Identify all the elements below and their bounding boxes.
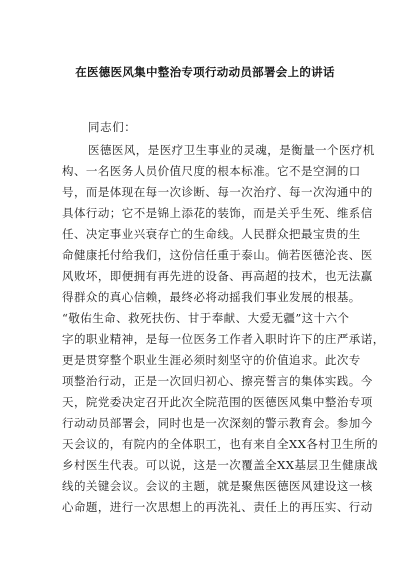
text-line: 项整治行动，正是一次回归初心、擦亮誓言的集体实践。今 [62, 374, 373, 388]
salutation: 同志们： [88, 120, 137, 134]
text-line: 字的职业精神，是每一位医务工作者入职时许下的庄严承诺， [62, 332, 385, 346]
text-line: 得群众的真心信赖，最终必将动摇我们事业发展的根基。 [62, 290, 361, 304]
text-line: 构、一名医务人员价值尺度的根本标准。它不是空洞的口 [62, 164, 361, 178]
text-line: 医德医风，是医疗卫生事业的灵魂，是衡量一个医疗机 [88, 143, 375, 157]
text-line: 天，院党委决定召开此次全院范围的医德医风集中整治专项 [62, 395, 373, 409]
text-line: 具体行动；它不是锦上添花的装饰，而是关乎生死、维系信 [62, 206, 373, 220]
text-line: 行动动员部署会，同时也是一次深刻的警示教育会。参加今 [62, 416, 373, 430]
text-line: 任、决定事业兴衰存亡的生命线。人民群众把最宝贵的生 [62, 227, 361, 241]
text-line: “敬佑生命、救死扶伤、甘于奉献、大爱无疆”这十六个 [62, 311, 350, 325]
text-line: 心命题，进行一次思想上的再洗礼、责任上的再压实、行动 [62, 500, 373, 514]
text-line: 天会议的，有院内的全体职工，也有来自全XX各村卫生所的 [62, 437, 379, 451]
text-line: 线的关键会议。会议的主题，就是聚焦医德医风建设这一核 [62, 479, 373, 493]
text-line: 风败坏，即便拥有再先进的设备、再高超的技术，也无法赢 [62, 269, 373, 283]
document-title: 在医德医风集中整治专项行动动员部署会上的讲话 [75, 65, 335, 79]
text-line: 乡村医生代表。可以说，这是一次覆盖全XX基层卫生健康战 [62, 458, 379, 472]
body-text [62, 140, 385, 518]
text-line: 更是贯穿整个职业生涯必须时刻坚守的价值追求。此次专 [62, 353, 361, 367]
text-line: 命健康托付给我们，这份信任重于泰山。倘若医德沦丧、医 [62, 248, 373, 262]
text-line: 号，而是体现在每一次诊断、每一次治疗、每一次沟通中的 [62, 185, 373, 199]
